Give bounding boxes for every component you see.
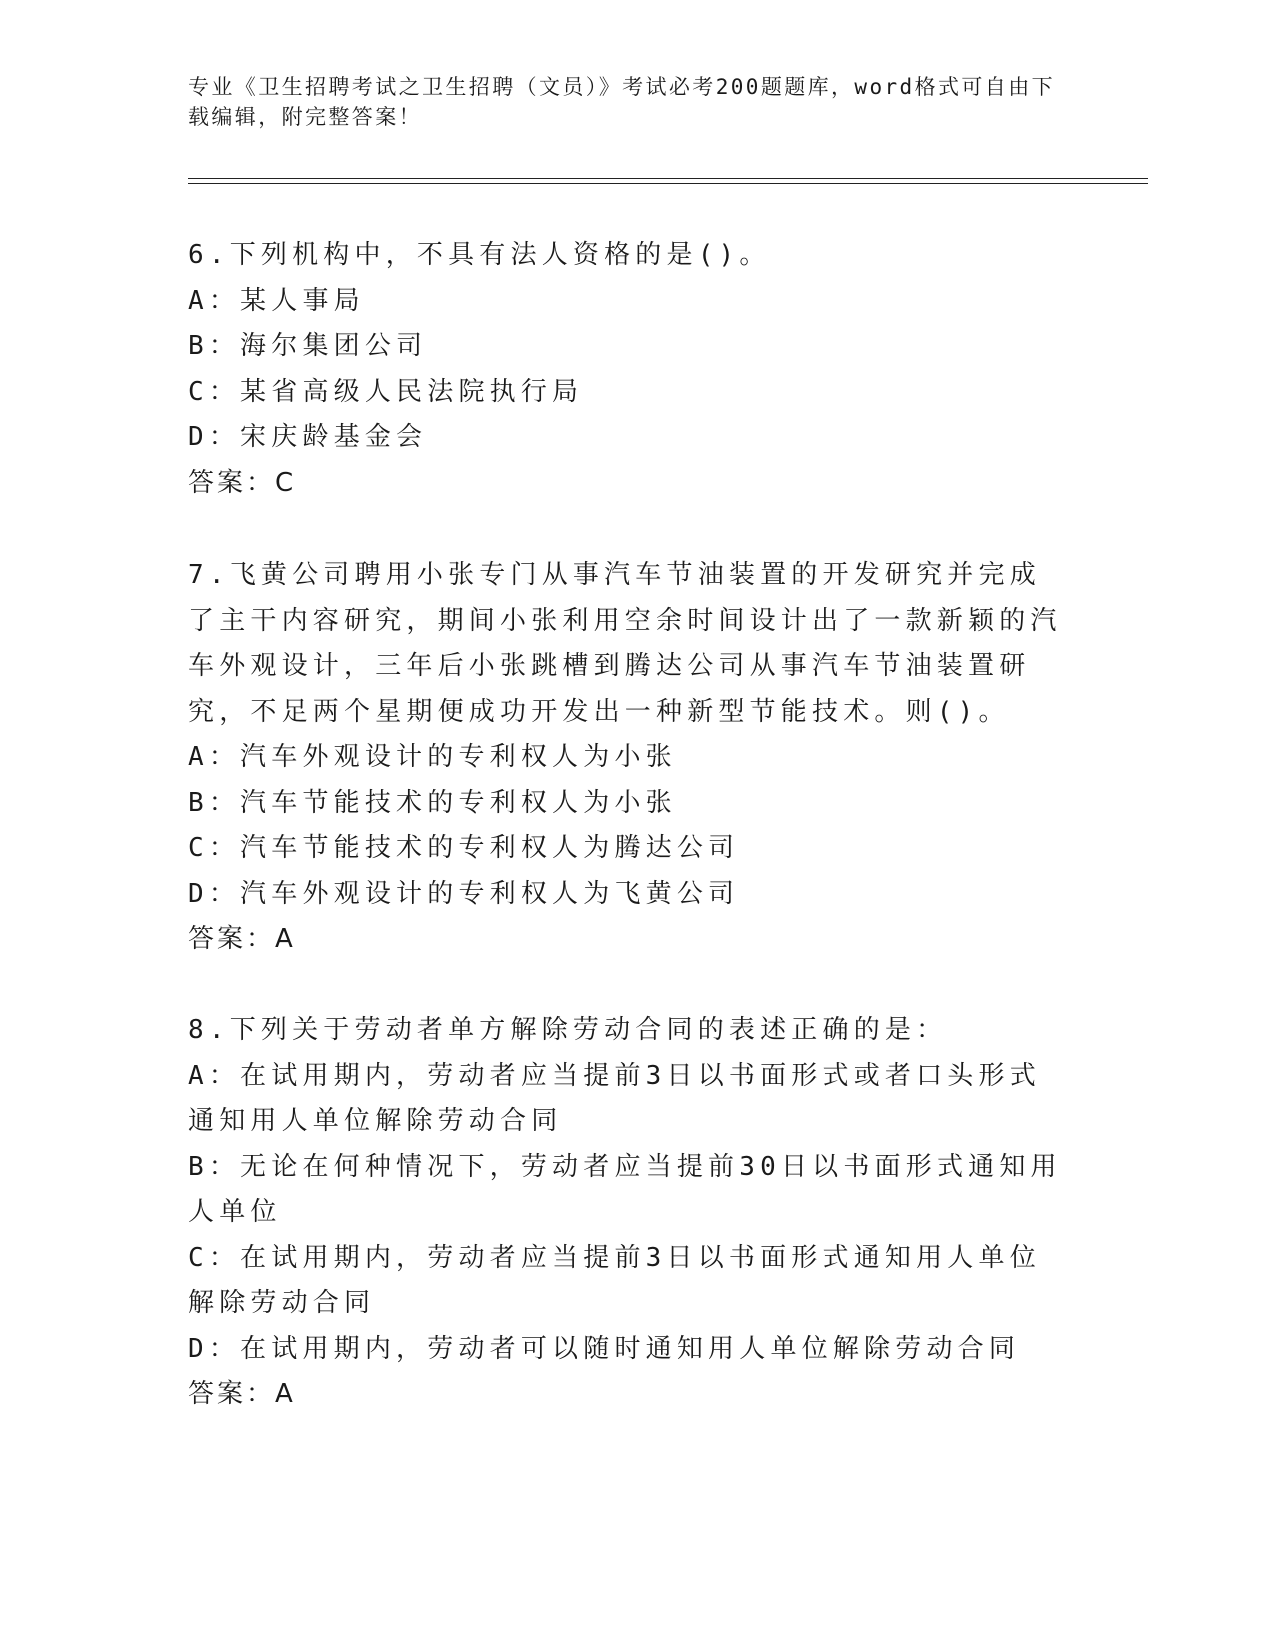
option-b: B：海尔集团公司 bbox=[188, 331, 428, 361]
option-a: A：汽车外观设计的专利权人为小张 bbox=[188, 742, 677, 772]
option-c: C：某省高级人民法院执行局 bbox=[188, 376, 584, 407]
question-6 bbox=[188, 233, 1068, 506]
option-b: B：无论在何种情况下，劳动者应当提前30日以书面形式通知用人单位 bbox=[188, 1151, 1062, 1227]
question-7 bbox=[188, 553, 1068, 963]
question-8 bbox=[188, 1008, 1068, 1418]
question-stem: 8.下列关于劳动者单方解除劳动合同的表述正确的是： bbox=[188, 1015, 948, 1045]
option-d: D：宋庆龄基金会 bbox=[188, 422, 428, 452]
option-d: D：汽车外观设计的专利权人为飞黄公司 bbox=[188, 878, 740, 909]
answer-line: 答案：C bbox=[188, 467, 297, 498]
option-a: A：某人事局 bbox=[188, 285, 365, 316]
option-c: C：在试用期内，劳动者应当提前3日以书面形式通知用人单位解除劳动合同 bbox=[188, 1242, 1041, 1318]
option-b: B：汽车节能技术的专利权人为小张 bbox=[188, 787, 677, 818]
header-divider-top bbox=[188, 178, 1148, 179]
answer-line: 答案：A bbox=[188, 924, 296, 954]
header-divider-bottom bbox=[188, 183, 1148, 184]
option-c: C：汽车节能技术的专利权人为腾达公司 bbox=[188, 833, 740, 863]
option-d: D：在试用期内，劳动者可以随时通知用人单位解除劳动合同 bbox=[188, 1333, 1021, 1364]
document-header: 专业《卫生招聘考试之卫生招聘（文员）》考试必考200题题库，word格式可自由下载编辑，附完整答案！ bbox=[188, 75, 1055, 129]
question-stem: 6.下列机构中，不具有法人资格的是()。 bbox=[188, 240, 771, 270]
option-a: A：在试用期内，劳动者应当提前3日以书面形式或者口头形式通知用人单位解除劳动合同 bbox=[188, 1060, 1041, 1136]
question-stem: 7.飞黄公司聘用小张专门从事汽车节油装置的开发研究并完成了主干内容研究，期间小张利用空余时间设计出了一款新颖的汽车外观设计，三年后小张跳槽到腾达公司从事汽车节油装置研究，不足两个星期便成功开发出一种新型节能技术。则()。 bbox=[188, 560, 1062, 727]
answer-line: 答案：A bbox=[188, 1379, 296, 1409]
